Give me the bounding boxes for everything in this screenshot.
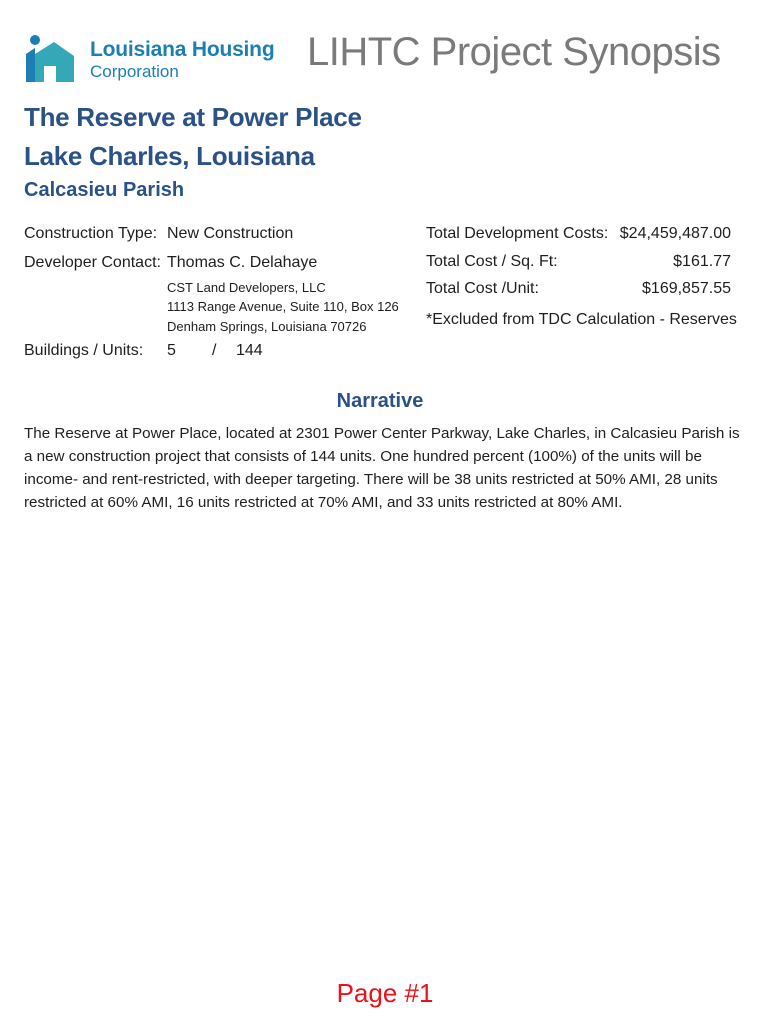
tdc-value: $24,459,487.00 — [619, 225, 731, 242]
cost-unit-label: Total Cost /Unit: — [426, 280, 539, 297]
logo-text-secondary: Corporation — [90, 62, 179, 81]
project-parish: Calcasieu Parish — [24, 179, 185, 201]
developer-address-line: 1113 Range Avenue, Suite 110, Box 126 — [167, 299, 399, 314]
logo-text-primary: Louisiana Housing — [90, 38, 275, 61]
buildings-units-separator: / — [212, 342, 217, 359]
lhc-logo — [24, 34, 294, 86]
project-city: Lake Charles, Louisiana — [24, 141, 315, 171]
developer-contact-label: Developer Contact: — [24, 254, 161, 271]
construction-type-value: New Construction — [167, 225, 294, 242]
buildings-count: 5 — [167, 342, 176, 359]
tdc-exclusion-note: *Excluded from TDC Calculation - Reserves — [426, 311, 737, 328]
page-number: Page #1 — [336, 978, 434, 1008]
tdc-label: Total Development Costs: — [426, 225, 609, 242]
cost-unit-value: $169,857.55 — [642, 280, 731, 297]
cost-sqft-value: $161.77 — [673, 253, 731, 270]
house-icon — [24, 34, 76, 84]
buildings-units-label: Buildings / Units: — [24, 342, 144, 359]
developer-address-line: Denham Springs, Louisiana 70726 — [167, 319, 367, 334]
cost-sqft-label: Total Cost / Sq. Ft: — [426, 253, 558, 270]
narrative-body: The Reserve at Power Place, located at 2301 Power Center Parkway, Lake Charles, in Calcasieu Parish is a new construction project that consists of 144 units. One hundred percent (100%) of the units will be income- and rent-restricted, with deeper targeting. There will be 38 units restricted at 50% AMI, 28 units restricted at 60% AMI, 16 units restricted at 70% AMI, and 33 units restricted at 80% AMI. — [24, 425, 740, 511]
project-name: The Reserve at Power Place — [24, 102, 362, 132]
narrative-heading: Narrative — [336, 390, 424, 412]
developer-address-line: CST Land Developers, LLC — [167, 280, 326, 295]
construction-type-label: Construction Type: — [24, 225, 158, 242]
document-title: LIHTC Project Synopsis — [307, 30, 721, 74]
units-count: 144 — [236, 342, 263, 359]
developer-contact-value: Thomas C. Delahaye — [167, 254, 318, 271]
